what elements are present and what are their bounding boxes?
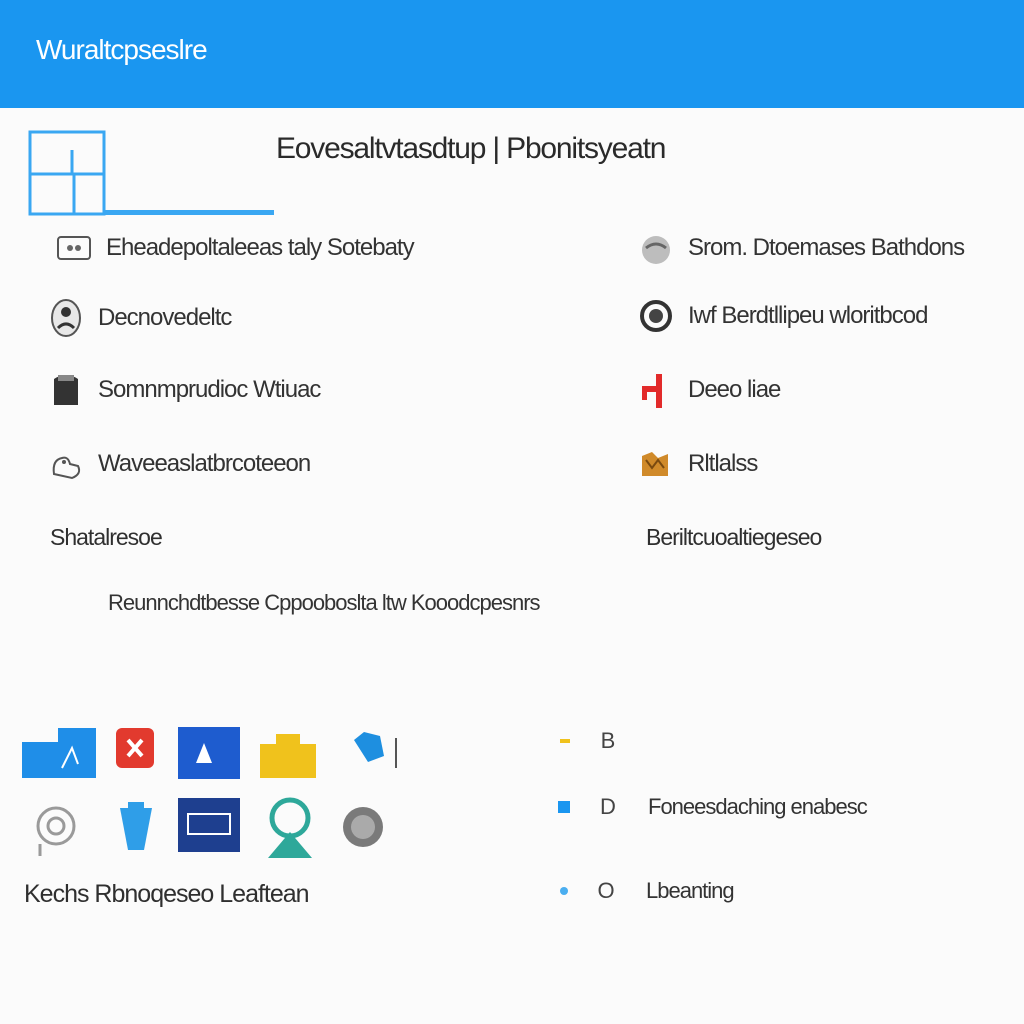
status-dot bbox=[558, 801, 570, 813]
list-label: Lbeanting bbox=[646, 878, 734, 903]
option-right-4[interactable] bbox=[638, 446, 757, 482]
red-app-icon[interactable] bbox=[116, 728, 154, 768]
option-label: Deeo liae bbox=[688, 376, 781, 403]
hand-icon bbox=[48, 446, 84, 482]
cloud-icon bbox=[638, 230, 674, 266]
folder-app-icon[interactable] bbox=[22, 726, 96, 778]
option-left-3[interactable] bbox=[48, 372, 320, 408]
shield-icon bbox=[48, 372, 84, 408]
option-left-1[interactable] bbox=[56, 230, 414, 266]
list-item-1[interactable] bbox=[560, 728, 648, 754]
option-label: Somnmprudioc Wtiuac bbox=[98, 376, 321, 403]
layout-logo-icon bbox=[28, 130, 276, 218]
list-key: O bbox=[597, 878, 615, 903]
option-right-1[interactable] bbox=[638, 230, 964, 266]
option-right-2[interactable] bbox=[638, 298, 927, 334]
option-label: Waveeaslatbrcoteeon bbox=[98, 450, 311, 477]
flag-icon bbox=[638, 372, 674, 408]
list-item-2[interactable] bbox=[558, 794, 867, 820]
option-right-3[interactable] bbox=[638, 372, 780, 408]
page-title: Eovesaltvtasdtup | Pbonitsyeatn bbox=[276, 132, 666, 165]
title-bar bbox=[0, 0, 1024, 108]
navy-app-icon[interactable] bbox=[178, 798, 240, 852]
list-key: D bbox=[600, 794, 616, 819]
bucket-app-icon[interactable] bbox=[116, 800, 156, 852]
app-title: Wuraltcpseslre bbox=[36, 34, 207, 65]
option-left-2[interactable] bbox=[48, 300, 231, 336]
apps-caption: Kechs Rbnoqeseo Leaftean bbox=[24, 880, 309, 908]
list-key: B bbox=[600, 728, 616, 753]
gray-app-icon[interactable] bbox=[340, 804, 386, 850]
screen-icon bbox=[56, 230, 92, 266]
status-dot bbox=[560, 739, 570, 743]
description-note: Reunnchdtbesse Cppooboslta ltw Kooodcpesnrs bbox=[108, 590, 540, 615]
option-label: Iwf Berdtllipeu wloritbcod bbox=[688, 302, 928, 329]
target-icon bbox=[638, 298, 674, 334]
option-left-4[interactable] bbox=[48, 446, 310, 482]
section-label-left: Shatalresoe bbox=[50, 524, 162, 550]
option-label: Decnovedeltc bbox=[98, 304, 232, 331]
status-dot bbox=[560, 887, 568, 895]
camera-app-icon[interactable] bbox=[30, 800, 84, 858]
section-label-right: Beriltcuoaltiegeseo bbox=[646, 524, 822, 550]
teal-app-icon[interactable] bbox=[262, 794, 318, 860]
option-label: Srom. Dtoemases Bathdons bbox=[688, 234, 965, 261]
option-label: Rltlalss bbox=[688, 450, 758, 477]
blue-app-icon[interactable] bbox=[178, 727, 240, 779]
list-label: Foneesdaching enabesc bbox=[648, 794, 867, 819]
puzzle-icon bbox=[638, 446, 674, 482]
list-item-3[interactable] bbox=[560, 878, 734, 904]
yellow-app-icon[interactable] bbox=[260, 734, 316, 778]
person-icon bbox=[48, 300, 84, 336]
option-label: Eheadepoltaleeas taly Sotebaty bbox=[106, 234, 414, 261]
blue-shape-app-icon[interactable] bbox=[350, 728, 404, 774]
